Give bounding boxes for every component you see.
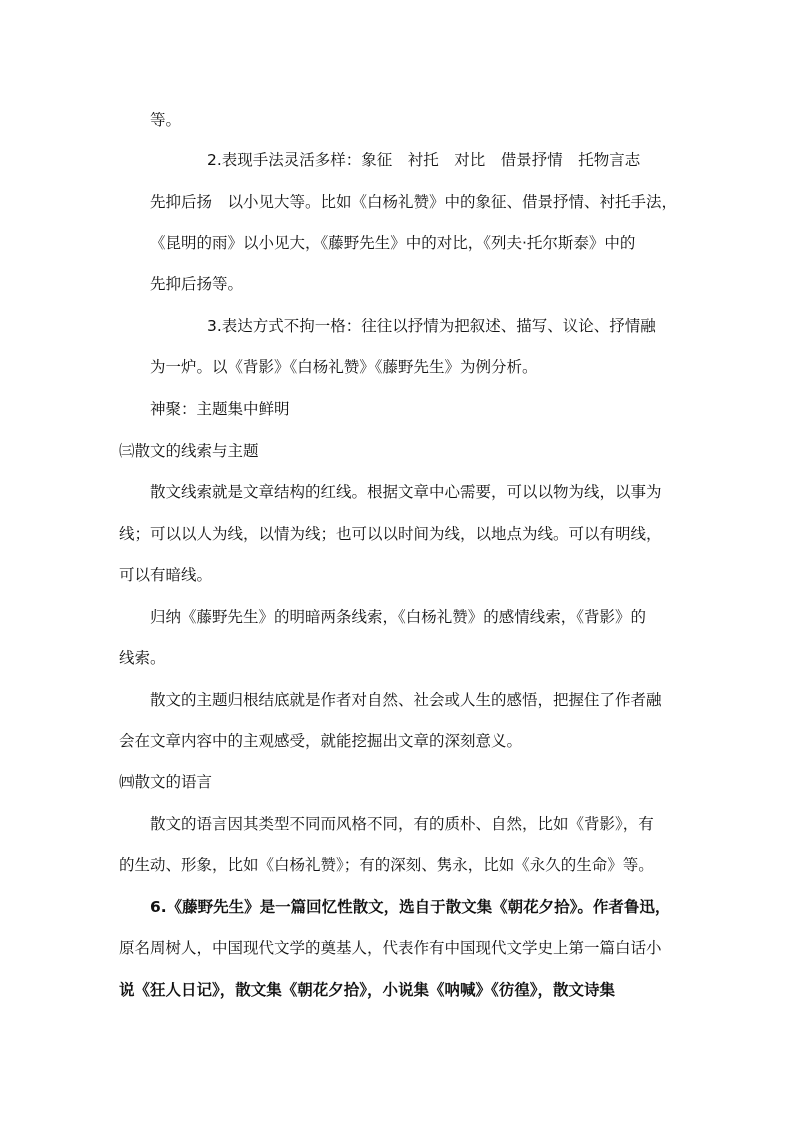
text-line: 归纳《藤野先生》的明暗两条线索，《白杨礼赞》的感情线索，《背影》的 bbox=[150, 608, 647, 626]
text-line-bold: 6.《藤野先生》是一篇回忆性散文，选自于散文集《朝花夕拾》。作者鲁迅， bbox=[150, 898, 671, 916]
text-line: 的生动、形象，比如《白杨礼赞》；有的深刻、隽永，比如《永久的生命》等。 bbox=[119, 856, 654, 874]
section-heading: ㈢散文的线索与主题 bbox=[119, 442, 259, 460]
text-line: 线；可以以人为线，以情为线；也可以以时间为线，以地点为线。可以有明线， bbox=[119, 525, 662, 543]
text-line: 神聚：主题集中鲜明 bbox=[150, 400, 290, 418]
text-line: 3.表达方式不拘一格：往往以抒情为把叙述、描写、议论、抒情融 bbox=[207, 317, 656, 335]
text-line: 散文的语言因其类型不同而风格不同，有的质朴、自然，比如《背影》，有 bbox=[150, 815, 654, 833]
text-line: 可以有暗线。 bbox=[119, 566, 213, 584]
text-line: 为一炉。以《背影》《白杨礼赞》《藤野先生》为例分析。 bbox=[150, 358, 538, 376]
text-line: 散文线索就是文章结构的红线。根据文章中心需要，可以以物为线，以事为 bbox=[150, 483, 662, 501]
text-line: 先抑后扬等。 bbox=[150, 275, 244, 293]
text-line: 会在文章内容中的主观感受，就能挖掘出文章的深刻意义。 bbox=[119, 732, 523, 750]
text-line: 先抑后扬 以小见大等。比如《白杨礼赞》中的象征、借景抒情、衬托手法， bbox=[150, 193, 678, 211]
text-line: 散文的主题归根结底就是作者对自然、社会或人生的感悟，把握住了作者融 bbox=[150, 691, 662, 709]
text-line: 原名周树人，中国现代文学的奠基人，代表作有中国现代文学史上第一篇白话小 bbox=[119, 939, 662, 957]
text-line: 《昆明的雨》以小见大，《藤野先生》中的对比，《列夫·托尔斯泰》中的 bbox=[150, 234, 636, 252]
text-line-bold: 说《狂人日记》，散文集《朝花夕拾》，小说集《呐喊》《彷徨》，散文诗集 bbox=[119, 981, 616, 999]
section-heading: ㈣散文的语言 bbox=[119, 773, 213, 791]
text-line: 2.表现手法灵活多样：象征 衬托 对比 借景抒情 托物言志 bbox=[207, 151, 641, 169]
text-line: 等。 bbox=[150, 111, 182, 129]
text-line: 线索。 bbox=[119, 649, 166, 667]
